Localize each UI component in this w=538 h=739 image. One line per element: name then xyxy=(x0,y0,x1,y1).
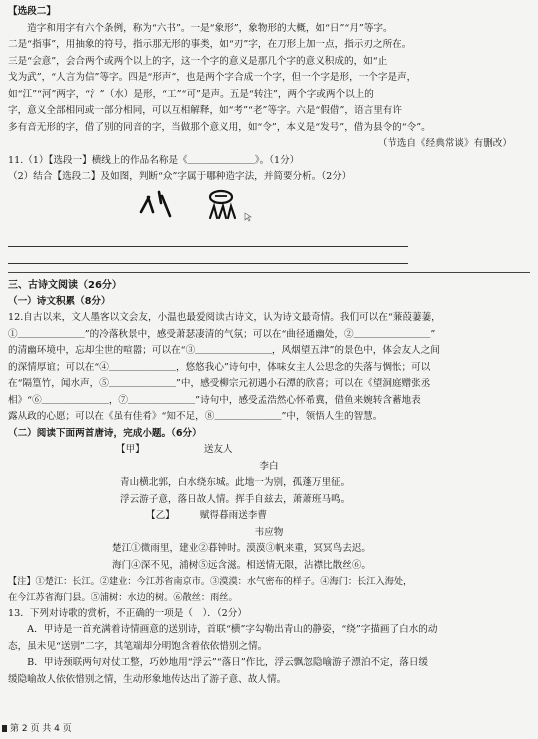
q13-option-a-cont: 态，虽未见“送别”二字，其笔端却分明饱含着依依惜别之情。 xyxy=(8,640,268,652)
section3-sub2: （二）阅读下面两首唐诗，完成小题。（6分） xyxy=(8,427,202,439)
q13-option-b: B．甲诗颈联两句对仗工整，巧妙地用“浮云”“落日”作比，浮云飘忽隐喻游子漂泊不定，落日缓 xyxy=(8,657,429,669)
passage2-line: 二是“指事”，用抽象的符号，指示那无形的事类，如“刃”字，在刀形上加一点，指示刃之所在。 xyxy=(8,39,412,50)
section3-sub1: （一）诗文积累（8分） xyxy=(8,295,111,307)
q11-part1: 11.（1）【选段一】横线上的作品名称是《＿＿＿＿＿＿＿》。（1分） xyxy=(8,154,300,166)
poem-b-line: 海门④深不见，浦树⑤远含滋。相送情无限，沾襟比散丝⑥。 xyxy=(112,559,372,571)
notes-line: 【注】①楚江：长江。②建业：今江苏省南京市。③漠漠：水气密布的样子。④海门：长江入海处， xyxy=(8,576,413,588)
passage2-line: 造字和用字有六个条例，称为“六书”。一是“象形”，象物形的大概，如“日”“月”等字。 xyxy=(8,22,393,34)
marker-square-icon xyxy=(2,725,7,732)
q12-line: 露从政的心愿；可以在《虽有佳肴》“知不足，⑧＿＿＿＿＿＿＿”中，领悟人生的智慧。 xyxy=(8,411,383,423)
cursor-icon xyxy=(244,212,252,222)
q13-option-a: A．甲诗是一首充满着诗情画意的送别诗，首联“横”字勾勒出青山的静姿，“绕”字描画了白水的动 xyxy=(8,624,438,636)
passage2-line: 戈为武”，“人言为信”等字。四是“形声”，也是两个字合成一个字，但一个字是形，一个字是声， xyxy=(8,72,417,83)
poem-a-tag: 【甲】 xyxy=(116,444,145,456)
passage2-label: 【选段二】 xyxy=(8,6,56,17)
answer-line xyxy=(8,253,408,264)
q12-body xyxy=(8,310,530,426)
page-number: 第 2 页 共 4 页 xyxy=(10,723,72,734)
poem-b-author: 韦应物 xyxy=(254,526,284,538)
poem-a-line: 浮云游子意，落日故人情。挥手自兹去，萧萧班马鸣。 xyxy=(120,493,351,505)
poem-a-line: 青山横北郭，白水绕东城。此地一为别，孤蓬万里征。 xyxy=(120,477,351,489)
passage2-body xyxy=(8,21,530,137)
page-footer xyxy=(2,722,72,737)
seal-script-person-glyph xyxy=(138,188,174,220)
passage2-line: 三是“会意”，会合两个或两个以上的字，这一个字的意义是那几个字的意义积成的，如“止 xyxy=(8,55,388,67)
q12-line: 的深情厚谊；可以在“④＿＿＿＿＿＿＿，悠悠我心”诗句中，体味女主人公思念的失落与惆怅；可以 xyxy=(8,361,431,373)
q12-line: ①＿＿＿＿＿＿＿”的冷落秋景中，感受萧瑟凄清的气氛；可以在“曲径通幽处，②＿＿＿＿＿＿＿＿” xyxy=(8,328,436,340)
ancient-glyph-figure xyxy=(8,186,530,230)
poem-b-title: 赋得暮雨送李曹 xyxy=(199,510,267,522)
answer-line xyxy=(8,236,408,247)
passage2-line: 字，意义全部相同或一部分相同，可以互相解释，如“考”“老”等字。六是“假借”，语言里有许 xyxy=(8,105,402,116)
q12-line: 相》“⑥＿＿＿＿＿＿＿，⑦＿＿＿＿＿＿＿”诗句中，感受孟浩然心怀希冀，借鱼来婉转含蓄地表 xyxy=(8,394,421,406)
oracle-bone-zhong-glyph xyxy=(204,188,238,224)
poem-a-title: 送友人 xyxy=(203,444,233,456)
poem-a-heading xyxy=(8,442,530,459)
q12-line: 在“隔篁竹，闻水声，⑤＿＿＿＿＿＿＿”中，感受柳宗元初遇小石潭的欣喜；可以在《望洞庭赠张丞 xyxy=(8,378,431,390)
poem-b-tag: 【乙】 xyxy=(146,510,175,522)
q13-stem: 13．下列对诗歌的赏析，不正确的一项是（ ）．（2分） xyxy=(8,607,247,619)
passage2-line: 如“江”“河”两字，“氵”（水）是形，“工”“可”是声。五是“转注”，两个字或两个以上的 xyxy=(8,88,374,100)
poem-a-author: 李白 xyxy=(259,460,279,472)
passage2-line: 多有音无形的字，借了别的同音的字，当做那个意义用，如“令”，本义是“发号”，借为县令的“令”。 xyxy=(8,121,431,133)
section-divider xyxy=(8,272,530,273)
poem-b-line: 楚江①微雨里，建业②暮钟时。漠漠③帆来重，冥冥鸟去迟。 xyxy=(112,543,372,555)
q12-line: 12.自古以来，文人墨客以文会友，小温也最爱阅读古诗文，认为诗文最奇情。我们可以在“蒹葭萋萋， xyxy=(8,312,441,324)
section3-title: 三、古诗文阅读（26分） xyxy=(8,279,122,291)
exam-page xyxy=(8,4,530,688)
notes-line: 在今江苏省海门县。⑤浦树：水边的树。⑥散丝：雨丝。 xyxy=(8,592,238,604)
poem-b-heading xyxy=(8,508,530,525)
q13-option-b-cont: 缓隐喻故人依依惜别之情，生动形象地传达出了游子意、故人情。 xyxy=(8,673,287,685)
passage2-source: （节选自《经典常谈》有删改） xyxy=(377,138,512,149)
q11-part2: （2）结合【选段二】及如图，判断“众”字属于哪种造字法，并简要分析。（2分） xyxy=(8,171,352,182)
q12-line: 的清幽环境中，忘却尘世的喧嚣；可以在“③＿＿＿＿＿＿＿＿，风烟望五津”的景色中，体会友人之间 xyxy=(8,345,440,357)
